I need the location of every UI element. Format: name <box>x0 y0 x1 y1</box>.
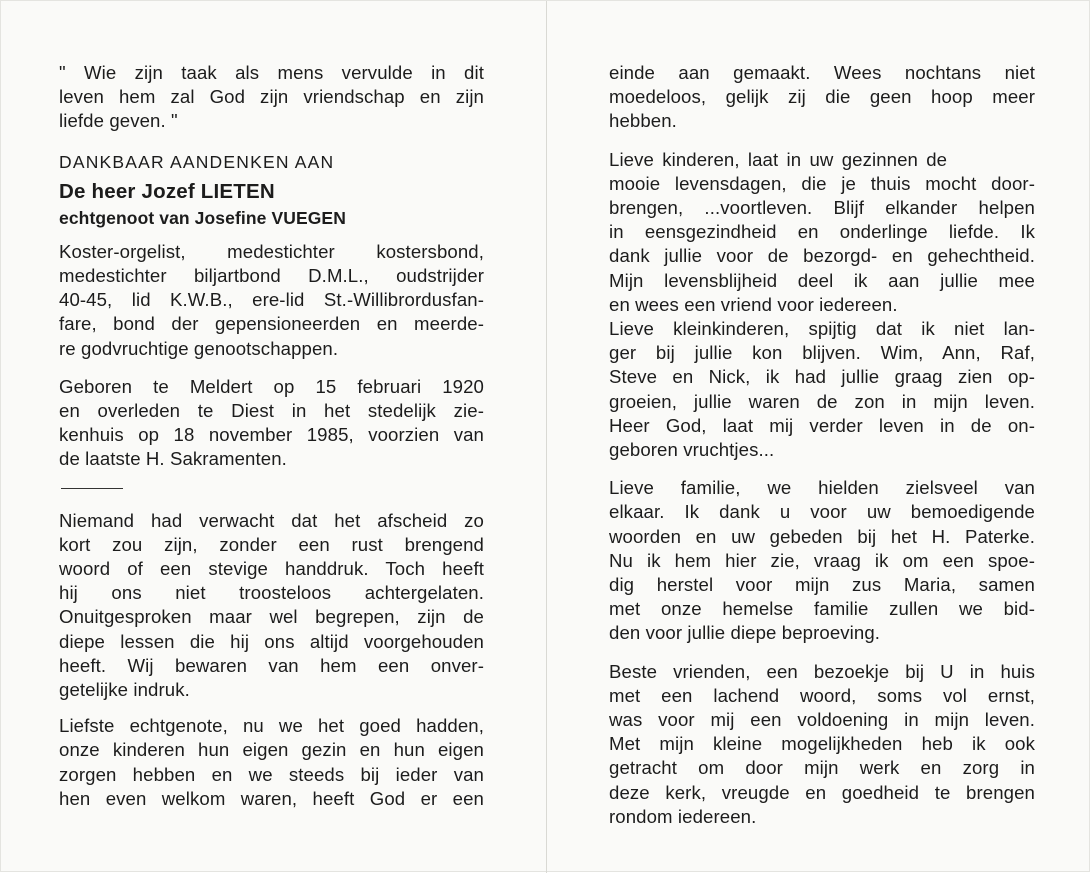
text-line: woorden en uw gebeden bij het H. Paterke. <box>609 525 1035 547</box>
text-line: Geboren te Meldert op 15 februari 1920 <box>59 375 484 397</box>
tribute-paragraph <box>59 509 484 703</box>
text-line: en overleden te Diest in het stedelijk zie- <box>59 400 484 422</box>
text-line: woord of een stevige handdruk. Toch heeft <box>59 558 484 580</box>
text-line: moedeloos, gelijk zij die geen hoop meer <box>609 86 1035 108</box>
text-line: hebben. <box>609 110 677 132</box>
left-page <box>59 61 484 811</box>
text-line: kort zou zijn, zonder een rust brengend <box>59 533 484 555</box>
text-line: in eensgezindheid en onderlinge liefde. Ik <box>609 221 1035 243</box>
quote-line: " Wie zijn taak als mens vervulde in dit <box>59 62 484 83</box>
text-line: Steve en Nick, ik had jullie graag zien op- <box>609 366 1035 388</box>
text-line: fare, bond der gepensioneerden en meerde- <box>59 313 484 335</box>
text-line: Lieve kleinkinderen, spijtig dat ik niet lan- <box>609 318 1035 340</box>
text-line: de laatste H. Sakramenten. <box>59 448 287 470</box>
text-line: onze kinderen hun eigen gezin en hun eigen <box>59 739 484 761</box>
text-line: getelijke indruk. <box>59 679 190 701</box>
separator-rule <box>61 488 123 489</box>
text-line: den voor jullie diepe beproeving. <box>609 622 881 644</box>
continuation-paragraph <box>609 61 1035 134</box>
text-line: zorgen hebben en we steeds bij ieder van <box>59 763 484 785</box>
text-line: met onze hemelse familie zullen we bid- <box>609 598 1035 620</box>
spouse-line: echtgenoot van Josefine VUEGEN <box>59 207 346 228</box>
deceased-name: De heer Jozef LIETEN <box>59 179 275 203</box>
text-line: diepe lessen die hij ons altijd voorgehouden <box>59 630 484 652</box>
text-line: ger bij jullie kon blijven. Wim, Ann, Raf, <box>609 342 1035 364</box>
friends-paragraph <box>609 660 1035 829</box>
text-line: met een lachend woord, soms vol ernst, <box>609 684 1035 706</box>
right-page <box>609 61 1035 829</box>
opening-quote <box>59 61 484 134</box>
text-line: Mijn levensblijheid deel ik aan jullie mee <box>609 269 1035 291</box>
text-line: kenhuis op 18 november 1985, voorzien van <box>59 424 484 446</box>
text-line: getracht om door mijn werk en zorg in <box>609 757 1035 779</box>
text-line: Liefste echtgenote, nu we het goed hadden, <box>59 715 484 737</box>
family-paragraph <box>609 476 1035 645</box>
quote-line: leven hem zal God zijn vriendschap en zijn <box>59 86 484 108</box>
text-line: Lieve familie, we hielden zielsveel van <box>609 477 1035 499</box>
text-line: en wees een vriend voor iedereen. <box>609 293 898 315</box>
text-line: Nu ik hem hier zie, vraag ik om een spoe- <box>609 549 1035 571</box>
birth-death-paragraph <box>59 375 484 472</box>
quote-line: liefde geven. " <box>59 110 178 132</box>
text-line: medestichter biljartbond D.M.L., oudstrijder <box>59 265 484 287</box>
text-line: groeien, jullie waren de zon in mijn leven. <box>609 390 1035 412</box>
text-line: einde aan gemaakt. Wees nochtans niet <box>609 62 1035 83</box>
text-line: Niemand had verwacht dat het afscheid zo <box>59 509 484 531</box>
text-line: Met mijn kleine mogelijkheden heb ik ook <box>609 733 1035 755</box>
text-line: re godvruchtige genootschappen. <box>59 337 339 359</box>
text-line: Beste vrienden, een bezoekje bij U in huis <box>609 660 1035 682</box>
center-fold <box>546 1 547 873</box>
text-line: Onuitgesproken maar wel begrepen, zijn de <box>59 606 484 628</box>
text-line: hen even welkom waren, heeft God er een <box>59 787 484 809</box>
functions-paragraph <box>59 240 484 361</box>
memorial-heading: DANKBAAR AANDENKEN AAN <box>59 151 335 172</box>
text-line: geboren vruchtjes... <box>609 439 775 461</box>
text-line: Lieve kinderen, laat in uw gezinnen de <box>609 148 948 170</box>
children-paragraph <box>609 148 1035 463</box>
spouse-paragraph <box>59 714 484 811</box>
text-line: elkaar. Ik dank u voor uw bemoedigende <box>609 501 1035 523</box>
text-line: was voor mij een voldoening in mijn leven. <box>609 709 1035 731</box>
text-line: heeft. Wij bewaren van hem een onver- <box>59 654 484 676</box>
text-line: deze kerk, vreugde en goedheid te brengen <box>609 781 1035 803</box>
text-line: mooie levensdagen, die je thuis mocht door- <box>609 172 1035 194</box>
text-line: dank jullie voor de bezorgd- en gehechtheid. <box>609 245 1035 267</box>
text-line: Heer God, laat mij verder leven in de on- <box>609 414 1035 436</box>
text-line: brengen, ...voortleven. Blijf elkander helpen <box>609 197 1035 219</box>
text-line: Koster-orgelist, medestichter kostersbond, <box>59 240 484 262</box>
text-line: 40-45, lid K.W.B., ere-lid St.-Willibrordusfan- <box>59 289 484 311</box>
text-line: hij ons niet troosteloos achtergelaten. <box>59 582 484 604</box>
text-line: dig herstel voor mijn zus Maria, samen <box>609 574 1035 596</box>
text-line: rondom iedereen. <box>609 805 757 827</box>
